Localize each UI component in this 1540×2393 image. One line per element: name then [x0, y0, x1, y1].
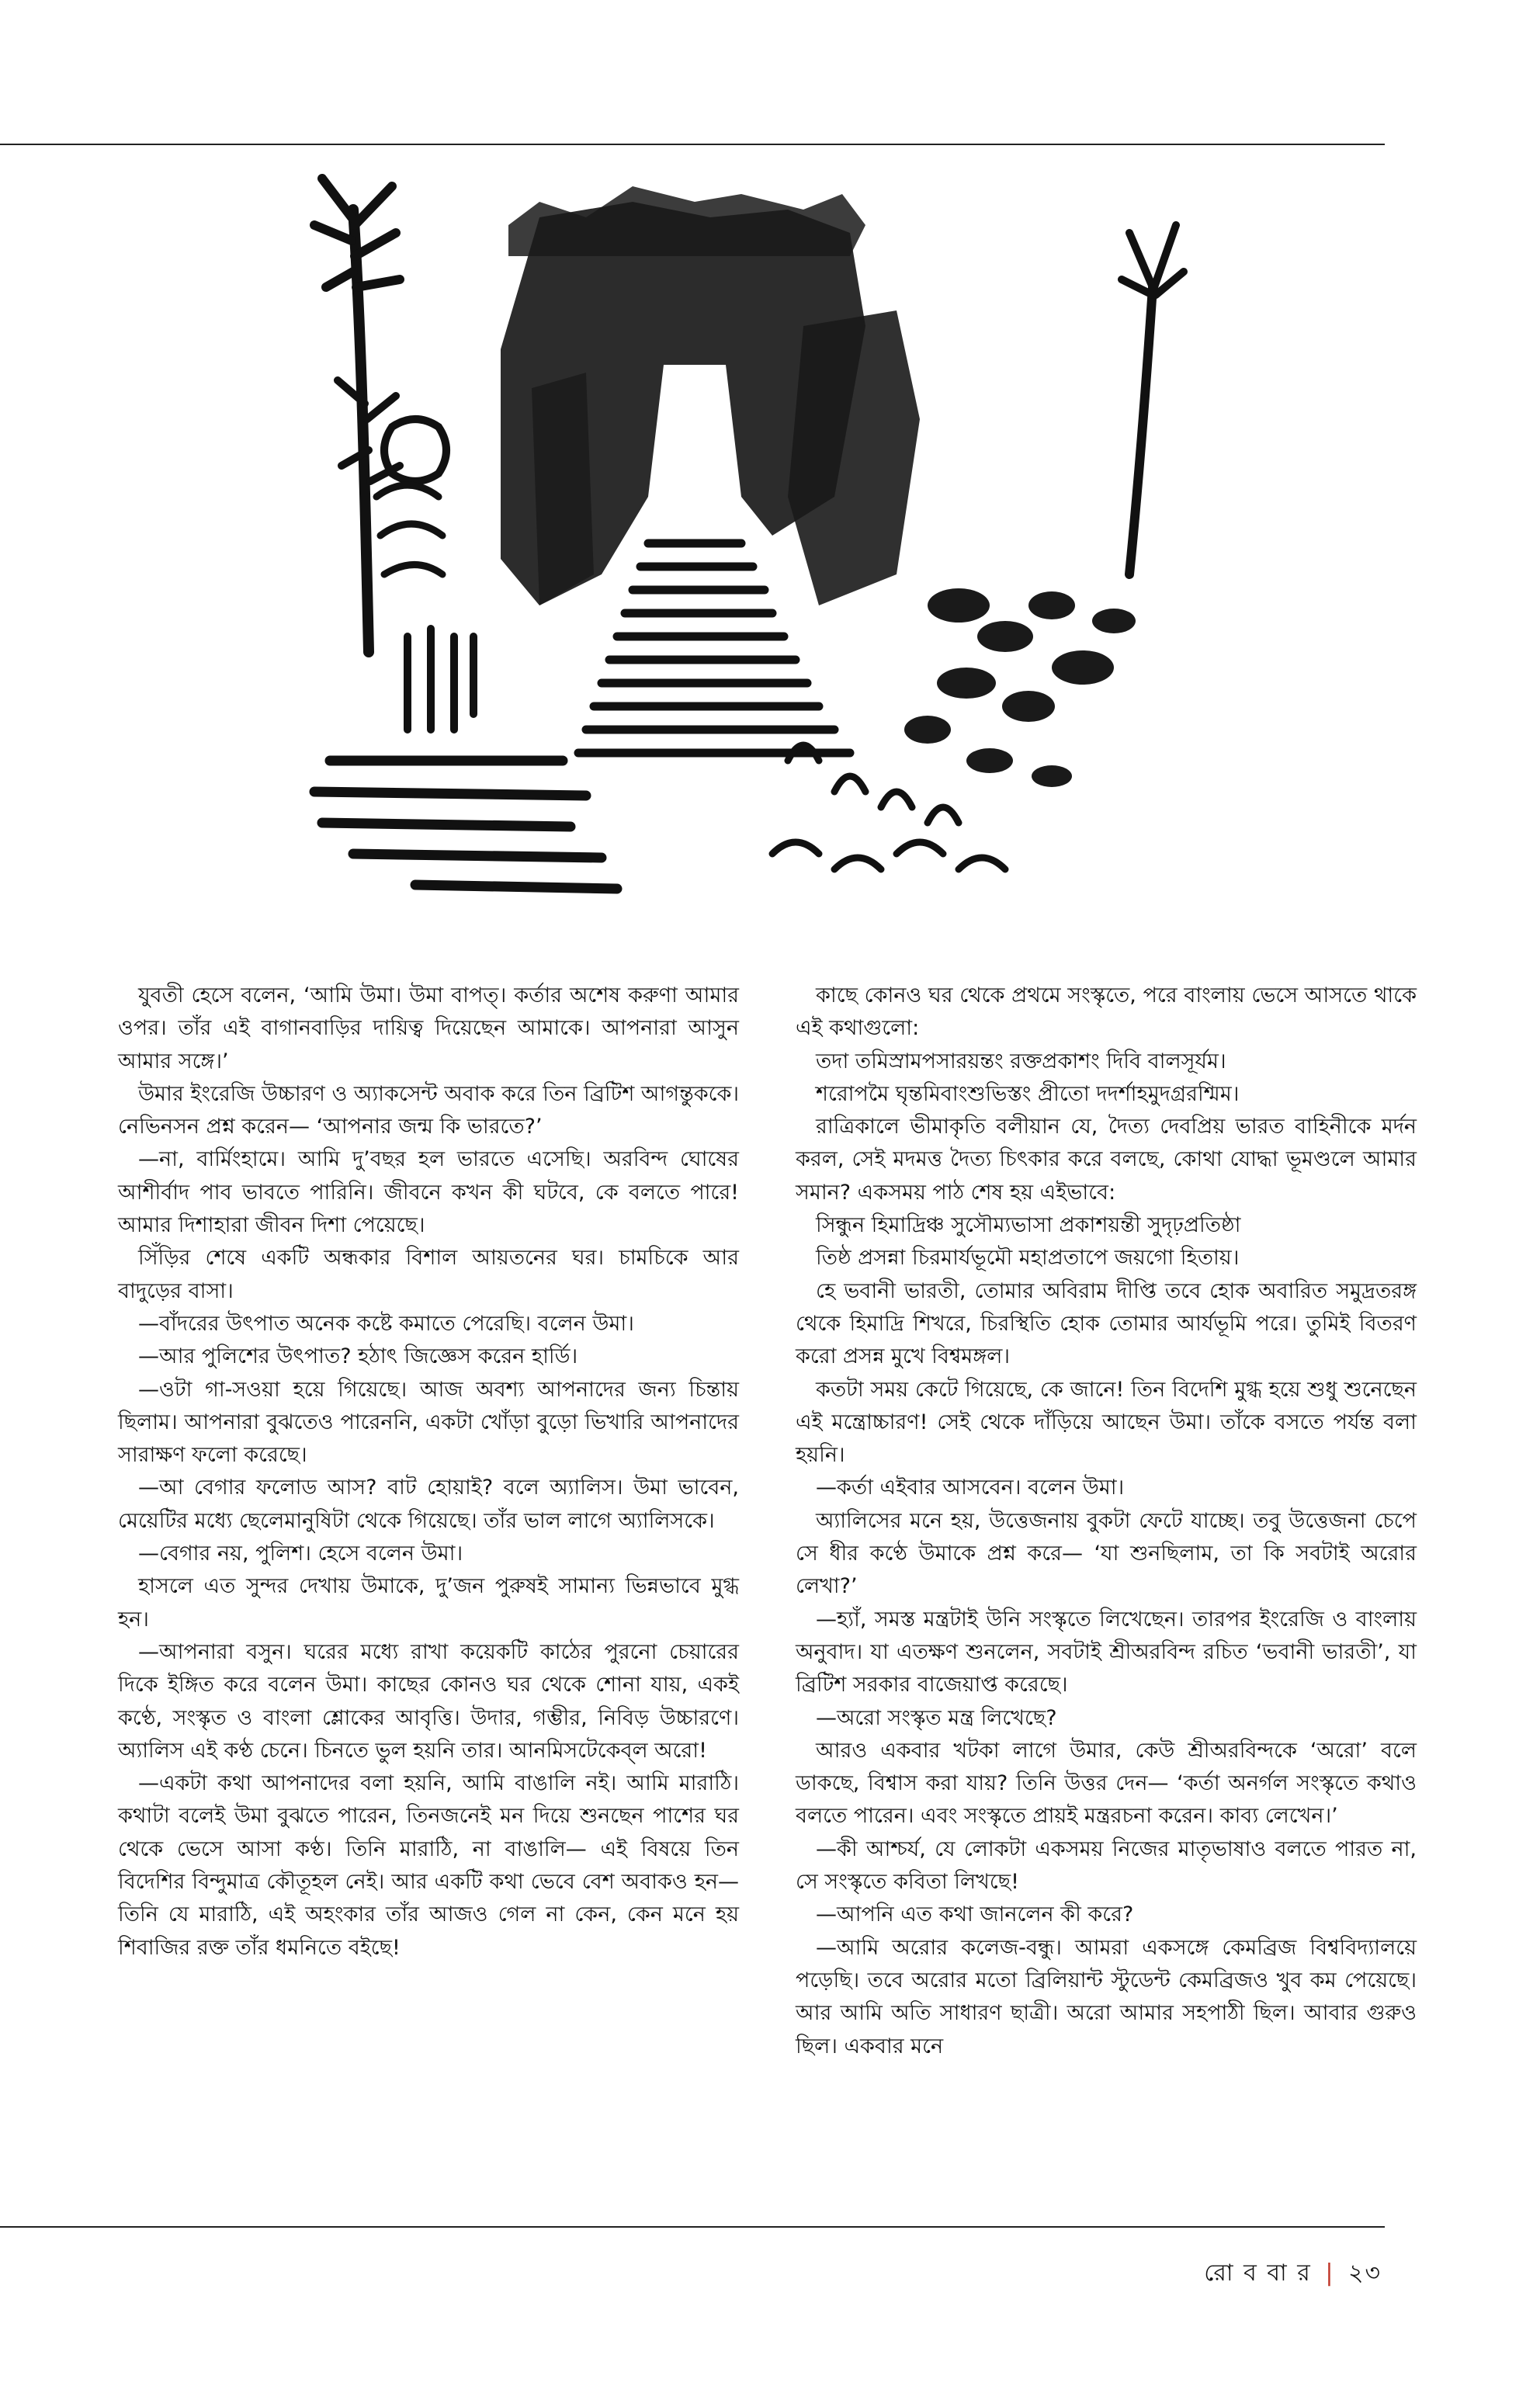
page-footer — [1204, 2254, 1382, 2294]
page-number: ২৩ — [1348, 2259, 1382, 2287]
paragraph: যুবতী হেসে বলেন, ‘আমি উমা। উমা বাপত্। কর্তার অশেষ করুণা আমার ওপর। তাঁর এই বাগানবাড়ির দায়িত্ব দিয়েছেন আমাকে। আপনারা আসুন আমার সঙ্গে।’ — [118, 983, 739, 1073]
verse-line: শরোপমৈ ঘৃন্তমিবাংশুভিস্তং প্রীতো দদর্শাহমুদগ্ররশ্মিম। — [816, 1081, 1240, 1106]
paragraph: —আপনি এত কথা জানলেন কী করে? — [816, 1902, 1134, 1927]
paragraph: —বাঁদরের উৎপাত অনেক কষ্টে কমাতে পেরেছি। বলেন উমা। — [138, 1311, 634, 1336]
verse-line: সিন্ধুন হিমাদ্রিঞ্চ সুসৌম্যভাসা প্রকাশয়ন্তী সুদৃঢ়প্রতিষ্ঠা — [816, 1213, 1241, 1238]
paragraph: আরও একবার খটকা লাগে উমার, কেউ শ্রীঅরবিন্দকে ‘অরো’ বলে ডাকছে, বিশ্বাস করা যায়? তিনি উত্তর দেন— ‘কর্তা অনর্গল সংস্কৃতে কথাও বলতে পারেন। এবং সংস্কৃতে প্রায়ই মন্ত্ররচনা করেন। কাব্য লেখেন।’ — [796, 1738, 1417, 1829]
paragraph: —অরো সংস্কৃত মন্ত্র লিখেছে? — [816, 1705, 1057, 1730]
right-column — [796, 980, 1417, 2063]
illustration — [307, 171, 1238, 908]
paragraph: —আপনারা বসুন। ঘরের মধ্যে রাখা কয়েকটি কাঠের পুরনো চেয়ারের দিকে ইঙ্গিত করে বলেন উমা। কাছের কোনও ঘর থেকে শোনা যায়, একই কণ্ঠে, সংস্কৃত ও বাংলা শ্লোকের আবৃত্তি। উদার, গম্ভীর, নিবিড় উচ্চারণে। অ্যালিস এই কণ্ঠ চেনে। চিনতে ভুল হয়নি তার। আনমিসটেকেব্‌ল অরো! — [118, 1639, 739, 1763]
verse-line: তদা তমিস্রামপসারয়ন্তং রক্তপ্রকাশং দিবি বালসূর্যম। — [816, 1049, 1226, 1073]
paragraph: সিঁড়ির শেষে একটি অন্ধকার বিশাল আয়তনের ঘর। চামচিকে আর বাদুড়ের বাসা। — [118, 1246, 739, 1303]
footer-separator: | — [1325, 2259, 1335, 2287]
paragraph: কাছে কোনও ঘর থেকে প্রথমে সংস্কৃতে, পরে বাংলায় ভেসে আসতে থাকে এই কথাগুলো: — [796, 983, 1417, 1041]
paragraph: —কর্তা এইবার আসবেন। বলেন উমা। — [816, 1476, 1125, 1500]
magazine-name: রো ব বা র — [1204, 2259, 1312, 2287]
paragraph: —একটা কথা আপনাদের বলা হয়নি, আমি বাঙালি নই। আমি মারাঠি। কথাটা বলেই উমা বুঝতে পারেন, তিনজনেই মন দিয়ে শুনছেন পাশের ঘর থেকে ভেসে আসা কণ্ঠ। তিনি মারাঠি, না বাঙালি— এই বিষয়ে তিন বিদেশির বিন্দুমাত্র কৌতূহল নেই। আর একটি কথা ভেবে বেশ অবাকও হন— তিনি যে মারাঠি, এই অহংকার তাঁর আজও গেল না কেন, কেন মনে হয় শিবাজির রক্ত তাঁর ধমনিতে বইছে! — [118, 1771, 739, 1960]
paragraph: অ্যালিসের মনে হয়, উত্তেজনায় বুকটা ফেটে যাচ্ছে। তবু উত্তেজনা চেপে সে ধীর কণ্ঠে উমাকে প্রশ্ন করে— ‘যা শুনছিলাম, তা কি সবটাই অরোর লেখা?’ — [796, 1508, 1417, 1599]
left-column — [118, 980, 739, 1965]
paragraph: হাসলে এত সুন্দর দেখায় উমাকে, দু’জন পুরুষই সামান্য ভিন্নভাবে মুগ্ধ হন। — [118, 1574, 739, 1632]
paragraph: —না, বার্মিংহামে। আমি দু’বছর হল ভারতে এসেছি। অরবিন্দ ঘোষের আশীর্বাদ পাব ভাবতে পারিনি। জীবনে কখন কী ঘটবে, কে বলতে পারে! আমার দিশাহারা জীবন দিশা পেয়েছে। — [118, 1147, 739, 1238]
paragraph: —কী আশ্চর্য, যে লোকটা একসময় নিজের মাতৃভাষাও বলতে পারত না, সে সংস্কৃতে কবিতা লিখছে! — [796, 1836, 1417, 1895]
paragraph: —বেগার নয়, পুলিশ। হেসে বলেন উমা। — [138, 1542, 463, 1566]
verse-line: তিষ্ঠ প্রসন্না চিরমার্যভূমৌ মহাপ্রতাপে জয়গো হিতায়। — [816, 1246, 1240, 1271]
paragraph: —আমি অরোর কলেজ-বন্ধু। আমরা একসঙ্গে কেমব্রিজ বিশ্ববিদ্যালয়ে পড়েছি। তবে অরোর মতো ব্রিলিয়ান্ট স্টুডেন্ট কেমব্রিজও খুব কম পেয়েছে। আর আমি অতি সাধারণ ছাত্রী। অরো আমার সহপাঠী ছিল। আবার গুরুও ছিল। একবার মনে — [796, 1935, 1417, 2058]
paragraph: —আ বেগার ফলোড আস? বাট হোয়াই? বলে অ্যালিস। উমা ভাবেন, মেয়েটির মধ্যে ছেলেমানুষিটা থেকে গিয়েছে। তাঁর ভাল লাগে অ্যালিসকে। — [118, 1476, 739, 1533]
paragraph: হে ভবানী ভারতী, তোমার অবিরাম দীপ্তি তবে হোক অবারিত সমুদ্রতরঙ্গ থেকে হিমাদ্রি শিখরে, চিরস্থিতি হোক তোমার আর্যভূমি পরে। তুমিই বিতরণ করো প্রসন্ন মুখে বিশ্বমঙ্গল। — [796, 1278, 1417, 1369]
paragraph: উমার ইংরেজি উচ্চারণ ও অ্যাকসেন্ট অবাক করে তিন ব্রিটিশ আগন্তুককে। নেভিনসন প্রশ্ন করেন— ‘আপনার জন্ম কি ভারতে?’ — [118, 1081, 739, 1139]
top-rule — [0, 144, 1385, 145]
paragraph: —ওটা গা-সওয়া হয়ে গিয়েছে। আজ অবশ্য আপনাদের জন্য চিন্তায় ছিলাম। আপনারা বুঝতেও পারেননি, একটা খোঁড়া বুড়ো ভিখারি আপনাদের সারাক্ষণ ফলো করেছে। — [118, 1377, 739, 1468]
paragraph: —হ্যাঁ, সমস্ত মন্ত্রটাই উনি সংস্কৃতে লিখেছেন। তারপর ইংরেজি ও বাংলায় অনুবাদ। যা এতক্ষণ শুনলেন, সবটাই শ্রীঅরবিন্দ রচিত ‘ভবানী ভারতী’, যা ব্রিটিশ সরকার বাজেয়াপ্ত করেছে। — [796, 1607, 1417, 1698]
paragraph: —আর পুলিশের উৎপাত? হঠাৎ জিজ্ঞেস করেন হার্ডি। — [138, 1344, 578, 1369]
bottom-rule — [0, 2226, 1385, 2228]
paragraph: কতটা সময় কেটে গিয়েছে, কে জানে! তিন বিদেশি মুগ্ধ হয়ে শুধু শুনেছেন এই মন্ত্রোচ্চারণ! সেই থেকে দাঁড়িয়ে আছেন উমা। তাঁকে বসতে পর্যন্ত বলা হয়নি। — [796, 1377, 1417, 1468]
paragraph: রাত্রিকালে ভীমাকৃতি বলীয়ান যে, দৈত্য দেবপ্রিয় ভারত বাহিনীকে মর্দন করল, সেই মদমত্ত দৈত্য চিৎকার করে বলছে, কোথা যোদ্ধা ভূমণ্ডলে আমার সমান? একসময় পাঠ শেষ হয় এইভাবে: — [796, 1115, 1417, 1205]
